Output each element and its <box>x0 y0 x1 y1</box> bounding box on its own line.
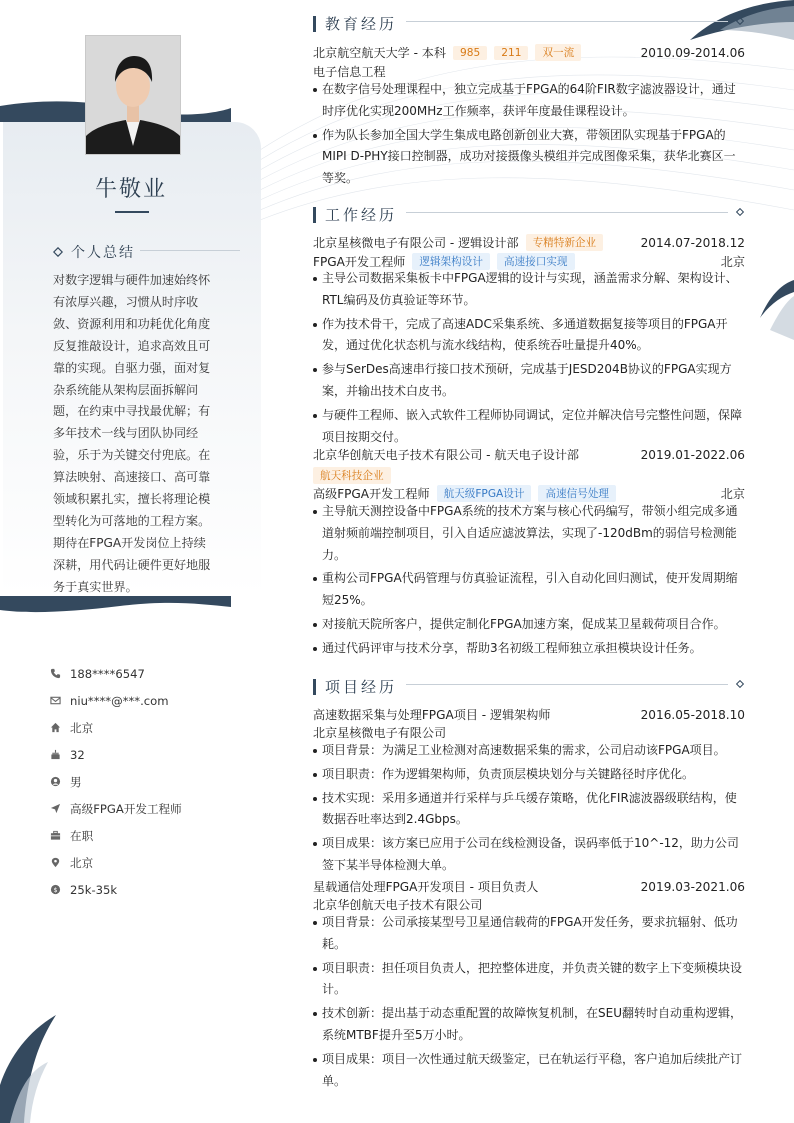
education-major: 电子信息工程 <box>313 65 386 79</box>
send-icon <box>50 803 61 814</box>
list-item: 主导航天测控设备中FPGA系统的技术方案与核心代码编写，带领小组完成多通道射频前端控制项目，引入自适应滤波算法，实现了-120dBm的弱信号检测能力。 <box>313 501 745 566</box>
list-item: 项目背景：为满足工业检测对高速数据采集的需求，公司启动该FPGA项目。 <box>313 740 745 762</box>
profile-photo <box>85 35 181 155</box>
contact-status <box>50 822 182 849</box>
education-rule <box>406 21 728 22</box>
contact-age-text: 32 <box>70 747 85 762</box>
job-company: 北京星核微电子有限公司 - 逻辑设计部 <box>313 236 519 250</box>
project-company: 北京星核微电子有限公司 <box>313 726 447 740</box>
diamond-icon <box>53 247 63 257</box>
projects-section-title <box>313 676 397 697</box>
contact-email <box>50 687 182 714</box>
job-bullets <box>313 501 745 662</box>
job-city: 北京 <box>720 255 745 269</box>
contact-phone <box>50 660 182 687</box>
diamond-icon <box>736 208 744 216</box>
job-role-row <box>313 485 745 502</box>
summary-title-rule <box>140 250 240 251</box>
project-period: 2016.05-2018.10 <box>640 707 745 722</box>
project-header <box>313 706 745 723</box>
project-period: 2019.03-2021.06 <box>640 879 745 894</box>
salary-icon <box>50 884 61 895</box>
projects-title-text: 项目经历 <box>325 678 398 696</box>
list-item: 技术实现：采用多通道并行采样与乒乓缓存策略，优化FIR滤波器级联结构，使数据吞吐率达到2.4Gbps。 <box>313 788 745 832</box>
project-bullets <box>313 912 745 1094</box>
gender-icon <box>50 776 61 787</box>
contact-position-text: 高级FPGA开发工程师 <box>70 801 182 816</box>
list-item: 项目背景：公司承接某型号卫星通信载荷的FPGA开发任务，要求抗辐射、低功耗。 <box>313 912 745 956</box>
job-role-tag: 高速信号处理 <box>538 485 616 502</box>
briefcase-icon <box>50 830 61 841</box>
summary-text: 对数字逻辑与硬件加速始终怀有浓厚兴趣，习惯从时序收敛、资源利用和功耗优化角度反复推敲设计，追求高效且可靠的实现。自驱力强，面对复杂系统能从架构层面拆解问题，在约束中寻找最优解；有多年技术一线与团队协同经验，乐于为关键交付兜底。在算法映射、高速接口、高可靠领域积累扎实，擅长将理论模型转化为可落地的工程方案。期待在FPGA开发岗位上持续深耕，用代码让硬件更好地服务于真实世界。 <box>53 273 211 594</box>
education-bullets <box>313 79 745 192</box>
job-period: 2014.07-2018.12 <box>640 235 745 250</box>
contact-age <box>50 741 182 768</box>
project-name: 星载通信处理FPGA开发项目 - 项目负责人 <box>313 880 539 894</box>
list-item: 重构公司FPGA代码管理与仿真验证流程，引入自动化回归测试，使开发周期缩短25%。 <box>313 568 745 612</box>
list-item: 对接航天院所客户，提供定制化FPGA加速方案，促成某卫星载荷项目合作。 <box>313 614 745 636</box>
project-company-row <box>313 896 745 913</box>
list-item: 项目职责：作为逻辑架构师，负责顶层模块划分与关键路径时序优化。 <box>313 764 745 786</box>
contact-status-text: 在职 <box>70 828 94 843</box>
work-rule <box>406 212 728 213</box>
contact-gender <box>50 768 182 795</box>
diamond-icon <box>736 680 744 688</box>
contact-list <box>50 660 182 903</box>
education-section-title <box>313 13 397 34</box>
project-name: 高速数据采集与处理FPGA项目 - 逻辑架构师 <box>313 708 551 722</box>
list-item: 作为技术骨干，完成了高速ADC采集系统、多通道数据复接等项目的FPGA开发，通过优化状态机与流水线结构，使系统吞吐量提升40%。 <box>313 314 745 358</box>
job-header <box>313 446 745 463</box>
job-role: FPGA开发工程师 <box>313 255 406 269</box>
list-item: 项目成果：项目一次性通过航天级鉴定，已在轨运行平稳，客户追加后续批产订单。 <box>313 1049 745 1093</box>
list-item: 参与SerDes高速串行接口技术预研，完成基于JESD204B协议的FPGA实现方案，并输出技术白皮书。 <box>313 359 745 403</box>
contact-home-text: 北京 <box>70 720 94 735</box>
contact-city-text: 北京 <box>70 855 94 870</box>
project-bullets <box>313 740 745 879</box>
contact-salary <box>50 876 182 903</box>
list-item: 作为队长参加全国大学生集成电路创新创业大赛，带领团队实现基于FPGA的MIPI D-PHY接口控制器，成功对接摄像头模组并完成图像采集，获华北赛区一等奖。 <box>313 125 745 190</box>
contact-gender-text: 男 <box>70 774 82 789</box>
job-role-tag: 逻辑架构设计 <box>412 253 490 270</box>
list-item: 在数字信号处理课程中，独立完成基于FPGA的64阶FIR数字滤波器设计，通过时序优化实现200MHz工作频率，获评年度最佳课程设计。 <box>313 79 745 123</box>
work-section-title <box>313 204 397 225</box>
home-icon <box>50 722 61 733</box>
job-company-tag-row <box>313 467 745 484</box>
cake-icon <box>50 749 61 760</box>
contact-phone-text: 188****6547 <box>70 666 145 681</box>
job-header <box>313 234 745 251</box>
job-city: 北京 <box>720 487 745 501</box>
list-item: 技术创新：提出基于动态重配置的故障恢复机制，在SEU翻转时自动重构逻辑，系统MTBF提升至5万小时。 <box>313 1003 745 1047</box>
education-tag: 985 <box>453 46 487 60</box>
contact-city <box>50 849 182 876</box>
list-item: 通过代码评审与技术分享，帮助3名初级工程师独立承担模块设计任务。 <box>313 638 745 660</box>
list-item: 项目成果：该方案已应用于公司在线检测设备，误码率低于10^-12，助力公司签下某半导体检测大单。 <box>313 833 745 877</box>
education-header <box>313 44 745 61</box>
job-role-tag: 高速接口实现 <box>497 253 575 270</box>
mail-icon <box>50 695 61 706</box>
education-major-row <box>313 63 745 80</box>
candidate-name: 牛敬业 <box>94 177 167 202</box>
job-period: 2019.01-2022.06 <box>640 447 745 462</box>
summary-title <box>53 242 135 262</box>
contact-email-text: niu****@***.com <box>70 693 169 708</box>
list-item: 与硬件工程师、嵌入式软件工程师协同调试，定位并解决信号完整性问题，保障项目按期交付。 <box>313 405 745 449</box>
education-school: 北京航空航天大学 - 本科 <box>313 46 446 60</box>
education-tag: 211 <box>494 46 528 60</box>
location-icon <box>50 857 61 868</box>
contact-position <box>50 795 182 822</box>
job-bullets <box>313 268 745 450</box>
contact-salary-text: 25k-35k <box>70 882 118 897</box>
diamond-icon <box>736 17 744 25</box>
project-header <box>313 878 745 895</box>
education-title-text: 教育经历 <box>325 15 398 33</box>
job-company: 北京华创航天电子技术有限公司 - 航天电子设计部 <box>313 448 580 462</box>
project-company: 北京华创航天电子技术有限公司 <box>313 898 483 912</box>
section-bar <box>313 207 316 223</box>
avatar-icon <box>86 36 180 154</box>
job-company-tag: 专精特新企业 <box>526 234 604 251</box>
list-item: 主导公司数据采集板卡中FPGA逻辑的设计与实现，涵盖需求分解、架构设计、RTL编码及仿真验证等环节。 <box>313 268 745 312</box>
section-bar <box>313 16 316 32</box>
job-company-tag: 航天科技企业 <box>313 467 391 484</box>
job-role-tag: 航天级FPGA设计 <box>437 485 532 502</box>
name-underline <box>115 211 149 213</box>
job-role: 高级FPGA开发工程师 <box>313 487 430 501</box>
education-period: 2010.09-2014.06 <box>640 45 745 60</box>
education-tag: 双一流 <box>535 44 581 61</box>
list-item: 项目职责：担任项目负责人，把控整体进度，并负责关键的数字上下变频模块设计。 <box>313 958 745 1002</box>
contact-home <box>50 714 182 741</box>
section-bar <box>313 679 316 695</box>
svg-text:$: $ <box>53 885 58 894</box>
project-company-row <box>313 724 745 741</box>
summary-title-text: 个人总结 <box>71 245 135 261</box>
projects-rule <box>406 684 728 685</box>
phone-icon <box>50 668 61 679</box>
work-title-text: 工作经历 <box>325 206 398 224</box>
